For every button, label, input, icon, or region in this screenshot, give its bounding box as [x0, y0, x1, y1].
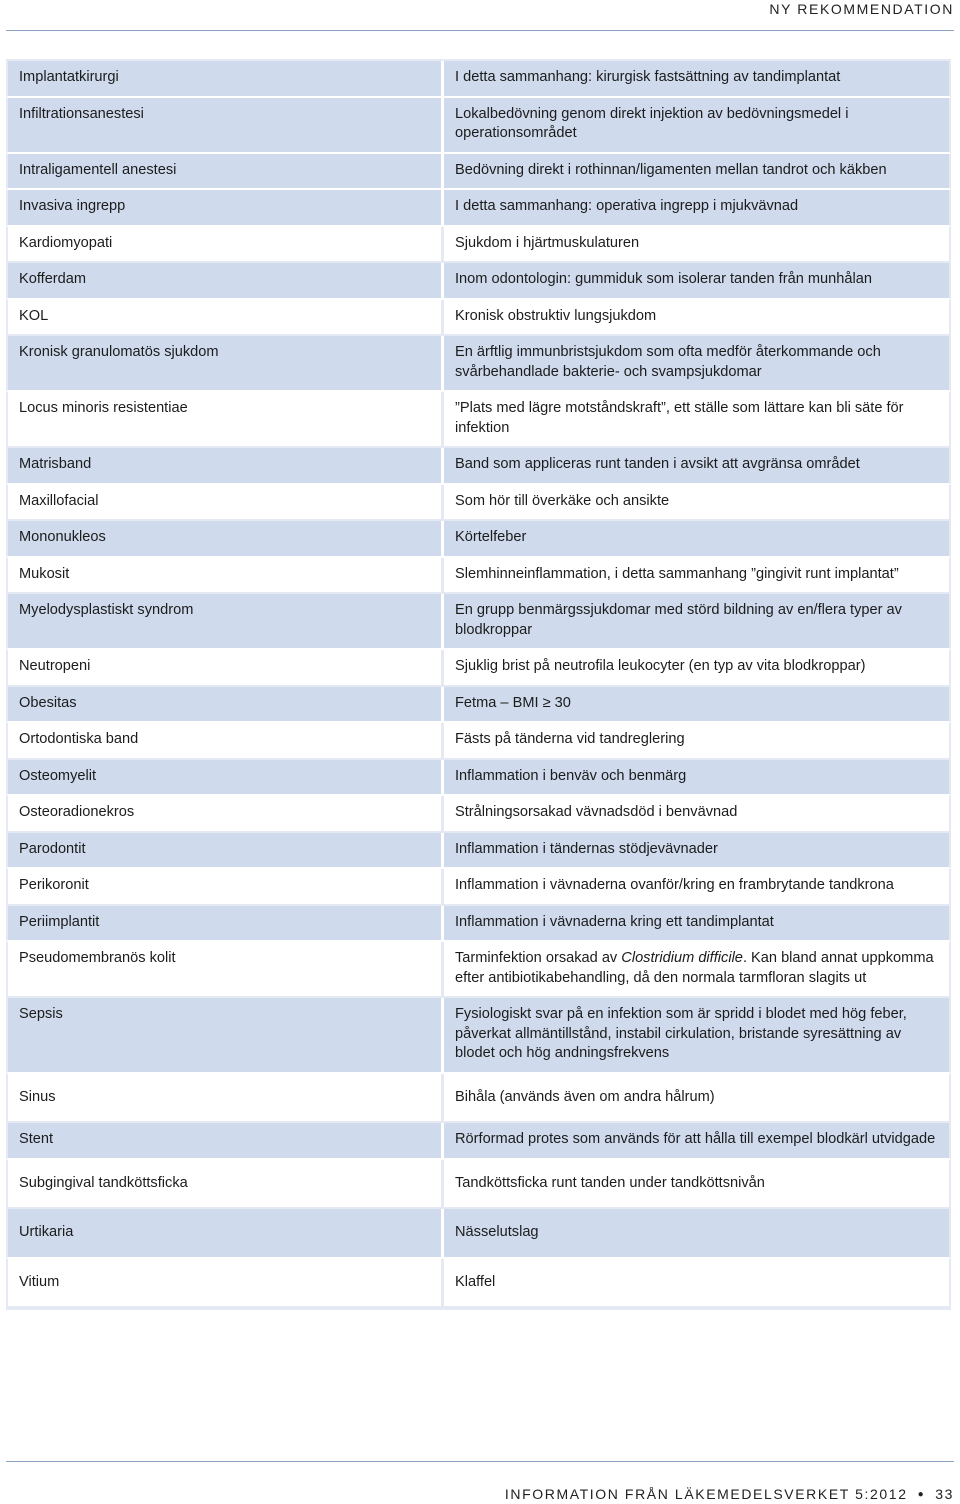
term-cell: Matrisband — [6, 448, 444, 485]
term-cell: Invasiva ingrepp — [6, 190, 444, 227]
term-cell: Urtikaria — [6, 1209, 444, 1259]
definition-cell: Band som appliceras runt tanden i avsikt att avgränsa området — [444, 448, 951, 485]
term-cell: Neutropeni — [6, 650, 444, 687]
definition-cell: I detta sammanhang: operativa ingrepp i mjukvävnad — [444, 190, 951, 227]
definition-cell: Inflammation i vävnaderna kring ett tandimplantat — [444, 906, 951, 943]
definition-cell: ”Plats med lägre motståndskraft”, ett ställe som lättare kan bli säte för infektion — [444, 392, 951, 448]
term-cell: Myelodysplastiskt syndrom — [6, 594, 444, 650]
term-cell: Kofferdam — [6, 263, 444, 300]
definition-cell: Inom odontologin: gummiduk som isolerar tanden från munhålan — [444, 263, 951, 300]
footer-divider — [6, 1461, 954, 1462]
definition-cell: Bedövning direkt i rothinnan/ligamenten mellan tandrot och käkben — [444, 154, 951, 191]
table-row — [6, 942, 951, 998]
definition-cell: Klaffel — [444, 1259, 951, 1309]
table-row — [6, 796, 951, 833]
definition-cell: Nässelutslag — [444, 1209, 951, 1259]
definition-cell: Inflammation i benväv och benmärg — [444, 760, 951, 797]
definition-cell: En grupp benmärgssjukdomar med störd bildning av en/flera typer av blodkroppar — [444, 594, 951, 650]
definition-cell: Fysiologiskt svar på en infektion som är spridd i blodet med hög feber, påverkat allmäntillstånd, instabil cirkulation, bristande syresättning av blodet och hög andningsfrekvens — [444, 998, 951, 1074]
definition-cell: Rörformad protes som används för att hålla till exempel blodkärl utvidgade — [444, 1123, 951, 1160]
term-cell: Kardiomyopati — [6, 227, 444, 264]
table-row — [6, 1074, 951, 1124]
table-row — [6, 448, 951, 485]
term-cell: Implantatkirurgi — [6, 61, 444, 98]
header-divider — [6, 30, 954, 31]
term-cell: Locus minoris resistentiae — [6, 392, 444, 448]
section-header: NY REKOMMENDATION — [769, 1, 954, 17]
term-cell: KOL — [6, 300, 444, 337]
table-row — [6, 558, 951, 595]
table-row — [6, 1123, 951, 1160]
page-number: 33 — [935, 1486, 954, 1502]
term-cell: Pseudomembranös kolit — [6, 942, 444, 998]
term-cell: Perikoronit — [6, 869, 444, 906]
term-cell: Obesitas — [6, 687, 444, 724]
table-row — [6, 650, 951, 687]
table-row — [6, 723, 951, 760]
table-row — [6, 760, 951, 797]
definition-cell: Lokalbedövning genom direkt injektion av bedövningsmedel i operationsområdet — [444, 98, 951, 154]
table-row — [6, 998, 951, 1074]
table-row — [6, 906, 951, 943]
term-cell: Vitium — [6, 1259, 444, 1309]
term-cell: Ortodontiska band — [6, 723, 444, 760]
definition-text-start: Tarminfektion orsakad av — [455, 950, 622, 966]
definition-cell — [444, 942, 951, 998]
bullet-separator-icon: ● — [917, 1489, 926, 1500]
table-row — [6, 336, 951, 392]
term-cell: Maxillofacial — [6, 485, 444, 522]
definition-cell: Sjuklig brist på neutrofila leukocyter (en typ av vita blodkroppar) — [444, 650, 951, 687]
term-cell: Stent — [6, 1123, 444, 1160]
table-row — [6, 1160, 951, 1210]
publication-name: INFORMATION FRÅN LÄKEMEDELSVERKET 5:2012 — [504, 1486, 908, 1502]
definition-cell: Tandköttsficka runt tanden under tandköttsnivån — [444, 1160, 951, 1210]
term-cell: Periimplantit — [6, 906, 444, 943]
table-row — [6, 869, 951, 906]
term-cell: Osteomyelit — [6, 760, 444, 797]
table-row — [6, 392, 951, 448]
definition-cell: Bihåla (används även om andra hålrum) — [444, 1074, 951, 1124]
page-footer — [505, 1485, 954, 1504]
table-row — [6, 521, 951, 558]
definition-cell: Fästs på tänderna vid tandreglering — [444, 723, 951, 760]
table-row — [6, 594, 951, 650]
definition-cell: Inflammation i tändernas stödjevävnader — [444, 833, 951, 870]
term-cell: Sepsis — [6, 998, 444, 1074]
table-row — [6, 61, 951, 98]
term-cell: Mononukleos — [6, 521, 444, 558]
term-cell: Mukosit — [6, 558, 444, 595]
table-row — [6, 485, 951, 522]
term-cell: Subgingival tandköttsficka — [6, 1160, 444, 1210]
term-cell: Infiltrationsanestesi — [6, 98, 444, 154]
definition-cell: I detta sammanhang: kirurgisk fastsättning av tandimplantat — [444, 61, 951, 98]
term-cell: Intraligamentell anestesi — [6, 154, 444, 191]
table-row — [6, 263, 951, 300]
table-row — [6, 1259, 951, 1309]
definition-cell: Sjukdom i hjärtmuskulaturen — [444, 227, 951, 264]
definition-cell: Inflammation i vävnaderna ovanför/kring en frambrytande tandkrona — [444, 869, 951, 906]
table-row — [6, 833, 951, 870]
definition-cell: Strålningsorsakad vävnadsdöd i benvävnad — [444, 796, 951, 833]
table-row — [6, 300, 951, 337]
glossary-table — [6, 59, 951, 1310]
definition-cell: Kronisk obstruktiv lungsjukdom — [444, 300, 951, 337]
term-cell: Parodontit — [6, 833, 444, 870]
definition-cell: Slemhinneinflammation, i detta sammanhang ”gingivit runt implantat” — [444, 558, 951, 595]
definition-cell: Som hör till överkäke och ansikte — [444, 485, 951, 522]
term-cell: Kronisk granulomatös sjukdom — [6, 336, 444, 392]
definition-cell: En ärftlig immunbristsjukdom som ofta medför återkommande och svårbehandlade bakterie- och svampsjukdomar — [444, 336, 951, 392]
table-row — [6, 1209, 951, 1259]
term-cell: Sinus — [6, 1074, 444, 1124]
definition-text-end: . Kan bland annat uppkomma efter antibiotikabehandling, då den normala tarmfloran slagits ut — [455, 950, 934, 986]
table-row — [6, 98, 951, 154]
table-row — [6, 190, 951, 227]
table-row — [6, 227, 951, 264]
term-cell: Osteoradionekros — [6, 796, 444, 833]
table-row — [6, 154, 951, 191]
table-row — [6, 687, 951, 724]
definition-cell: Fetma – BMI ≥ 30 — [444, 687, 951, 724]
definition-cell: Körtelfeber — [444, 521, 951, 558]
organism-name: Clostridium difficile — [621, 950, 743, 966]
